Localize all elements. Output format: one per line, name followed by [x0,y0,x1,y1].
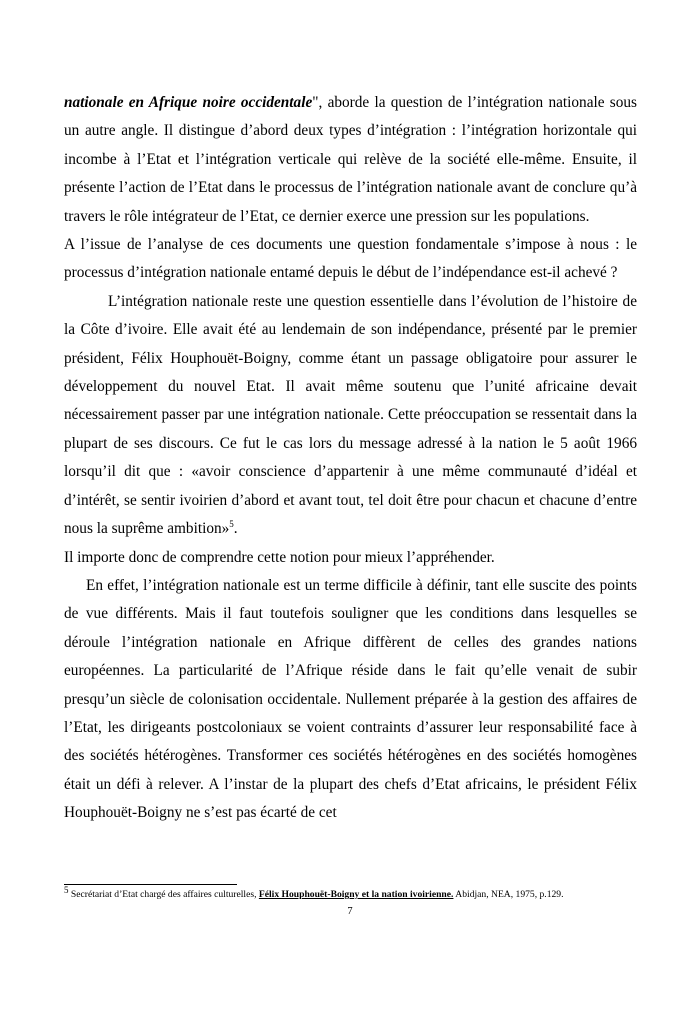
paragraph-4: Il importe donc de comprendre cette notion pour mieux l’appréhender. [64,548,495,566]
paragraph-1-text: ", aborde la question de l’intégration nationale sous un autre angle. Il distingue d’abord deux types d’intégration : l’intégration horizontale qui incombe à l’Etat et l’intégration verticale qui relève de la société elle-même. Ensuite, il présente l’action de l’Etat dans le processus de l’intégration nationale avant de conclure qu’à travers le rôle intégrateur de l’Etat, ce dernier exerce une pression sur les populations. [64,94,637,225]
paragraph-1 [64,89,637,231]
page-number: 7 [347,906,353,917]
footnote-number: 5 [64,884,69,895]
footnote-reference[interactable]: 5 [229,519,234,529]
document-body [64,89,637,828]
footnote-book-title: Félix Houphouët-Boigny et la nation ivoirienne. [258,889,454,900]
paragraph-3-text: L’intégration nationale reste une question essentielle dans l’évolution de l’histoire de la Côte d’ivoire. Elle avait été au lendemain de son indépendance, présenté par le premier président, Félix Houphouët-Boigny, comme étant un passage obligatoire pour assurer le développement du nouvel Etat. Il avait même soutenu que l’unité africaine devait nécessairement passer par une intégration nationale. Cette préoccupation se ressentait dans la plupart de ses discours. Ce fut le cas lors du message adressé à la nation le 5 août 1966 lorsqu’il dit que : «avoir conscience d’appartenir à une même communauté d’idéal et d’intérêt, se sentir ivoirien d’abord et avant tout, tel doit être pour chacun et chacune d’entre nous la suprême ambition» [64,292,637,538]
footnote-separator [64,884,237,885]
footnote [64,884,654,901]
book-title-italic: nationale en Afrique noire occidentale [64,94,313,111]
footnote-prefix: Secrétariat d’Etat chargé des affaires culturelles, [68,889,259,900]
paragraph-5: En effet, l’intégration nationale est un terme difficile à définir, tant elle suscite des points de vue différents. Mais il faut toutefois souligner que les conditions dans lesquelles se déroule l’intégration nationale en Afrique diffèrent de celles des grandes nations européennes. La particularité de l’Afrique réside dans le fait qu’elle venait de subir presqu’un siècle de colonisation occidentale. Nullement préparée à la gestion des affaires de l’Etat, les dirigeants postcoloniaux se voient contraints d’assurer leur responsabilité face à des sociétés hétérogènes. Transformer ces sociétés hétérogènes en des sociétés homogènes était un défi à relever. A l’instar de la plupart des chefs d’Etat africains, le président Félix Houphouët-Boigny ne s’est pas écarté de cet [64,576,637,822]
paragraph-2: A l’issue de l’analyse de ces documents une question fondamentale s’impose à nous : le processus d’intégration nationale entamé depuis le début de l’indépendance est-il achevé ? [64,236,637,282]
footnote-suffix: Abidjan, NEA, 1975, p.129. [453,889,564,900]
paragraph-3-end: . [233,520,238,538]
paragraph-3 [64,288,637,544]
